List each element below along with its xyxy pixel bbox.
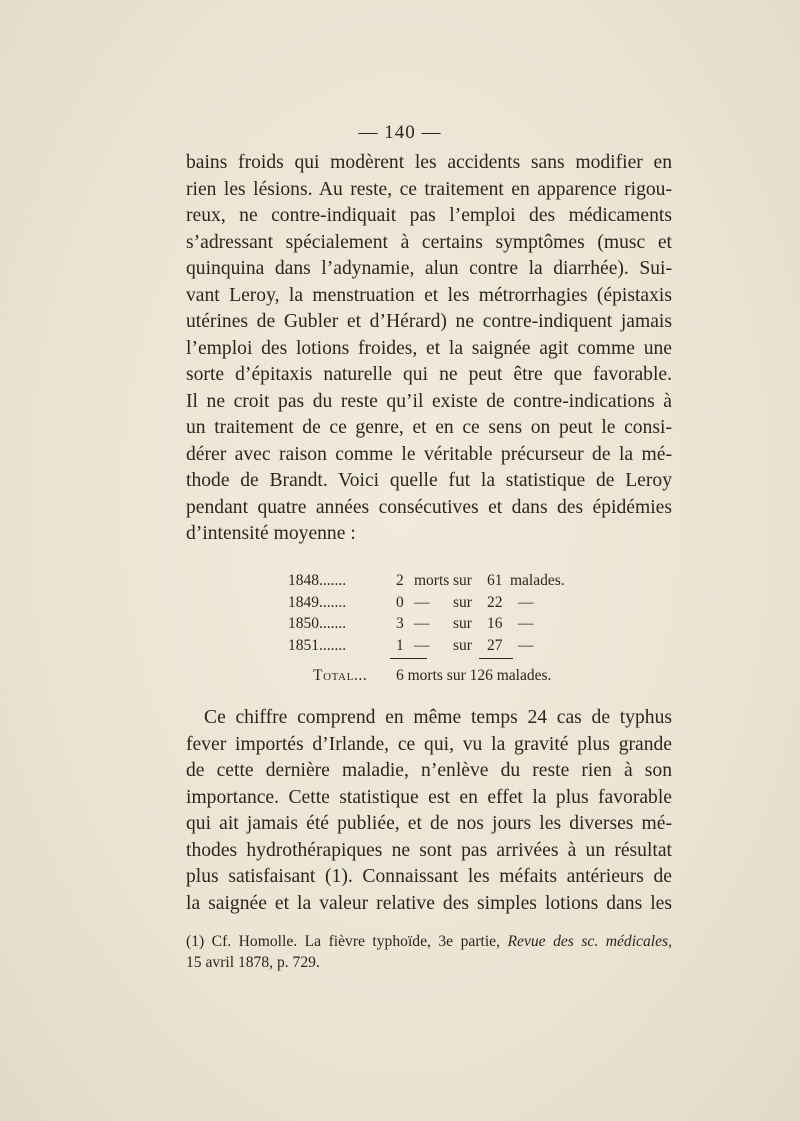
stat-deaths: 0: [396, 593, 404, 611]
stat-sur: sur: [453, 636, 472, 654]
text-line: Ce chiffre comprend en même temps 24 cas de typhus: [204, 707, 672, 728]
stat-row: [283, 570, 583, 592]
statistics-table: [283, 570, 583, 686]
stat-sur: sur: [453, 615, 472, 632]
paragraph-2: [186, 705, 672, 917]
text-line: vant Leroy, la menstruation et les métrorrhagies (épistaxis: [186, 284, 672, 306]
stat-cases: 27: [487, 636, 503, 654]
text-line: la saignée et la valeur relative des simples lotions dans les: [186, 892, 672, 914]
text-line: Il ne croit pas du reste qu’il existe de contre-indications à: [186, 390, 672, 412]
stat-cases: 16: [487, 615, 503, 632]
stat-row: [283, 592, 583, 614]
text-line: thode de Brandt. Voici quelle fut la statistique de Leroy: [186, 470, 672, 491]
stat-malades: —: [518, 593, 534, 611]
text-line: s’adressant spécialement à certains symptômes (musc et: [186, 231, 672, 253]
total-row: [283, 662, 583, 686]
text-line: dérer avec raison comme le véritable précurseur de la mé-: [186, 443, 672, 465]
stat-cases: 61: [487, 572, 503, 589]
text-line: quinquina dans l’adynamie, alun contre la diarrhée). Sui-: [186, 258, 672, 279]
stat-deaths: 3: [396, 615, 404, 632]
text-line: utérines de Gubler et d’Hérard) ne contre-indiquent jamais: [186, 311, 672, 332]
text-line: de cette dernière maladie, n’enlève du reste rien à son: [186, 760, 672, 781]
sum-rule-cases: [479, 658, 513, 659]
text-line: d’intensité moyenne :: [186, 523, 356, 544]
stat-malades: —: [518, 615, 534, 632]
stat-deaths: 2: [396, 572, 404, 589]
text-line: sorte d’épitaxis naturelle qui ne peut être que favorable.: [186, 364, 672, 385]
text-line: bains froids qui modèrent les accidents sans modifier en: [186, 152, 672, 173]
paragraph-1: [186, 150, 672, 548]
footnote-text: (1) Cf. Homolle. La fièvre typhoïde, 3e partie,: [186, 933, 508, 950]
text-line: reux, ne contre-indiquait pas l’emploi des médicaments: [186, 205, 672, 226]
text-line: importance. Cette statistique est en effet la plus favorable: [186, 786, 672, 808]
text-line: qui ait jamais été publiée, et de nos jours les diverses mé-: [186, 813, 672, 834]
text-line: fever importés d’Irlande, ce qui, vu la gravité plus grande: [186, 733, 672, 755]
stat-sur: sur: [453, 593, 472, 611]
stat-morts: morts: [414, 572, 450, 589]
stat-malades: malades.: [510, 572, 565, 589]
footnote-line-2: 15 avril 1878, p. 729.: [186, 954, 320, 971]
text-line: pendant quatre années consécutives et dans des épidémies: [186, 496, 672, 518]
footnote-journal: Revue des sc. médicales,: [507, 933, 672, 950]
stat-morts: —: [414, 636, 430, 654]
stat-year: 1848.......: [288, 572, 347, 589]
text-line: rien les lésions. Au reste, ce traitement en apparence rigou-: [186, 178, 672, 200]
text-line: plus satisfaisant (1). Connaissant les méfaits antérieurs de: [186, 866, 672, 887]
stat-morts: —: [414, 593, 430, 611]
footnote-line-1: [186, 931, 672, 952]
footnote: [186, 931, 672, 973]
stat-row: [283, 635, 583, 657]
stat-year: 1851.......: [288, 636, 347, 654]
total-label: Total...: [313, 667, 368, 684]
text-line: un traitement de ce genre, et en ce sens on peut le consi-: [186, 417, 672, 438]
sum-rule-deaths: [390, 658, 427, 659]
total-value: 6 morts sur 126 malades.: [396, 667, 552, 684]
stat-year: 1850.......: [288, 615, 347, 632]
stat-malades: —: [518, 636, 534, 654]
stat-year: 1849.......: [288, 593, 347, 611]
stat-sur: sur: [453, 572, 472, 589]
text-line: thodes hydrothérapiques ne sont pas arrivées à un résultat: [186, 839, 672, 861]
stat-cases: 22: [487, 593, 503, 611]
page-number: — 140 —: [358, 122, 442, 143]
text-line: l’emploi des lotions froides, et la saignée agit comme une: [186, 337, 672, 359]
stat-deaths: 1: [396, 636, 404, 654]
stat-row: [283, 613, 583, 635]
stat-morts: —: [414, 615, 430, 632]
